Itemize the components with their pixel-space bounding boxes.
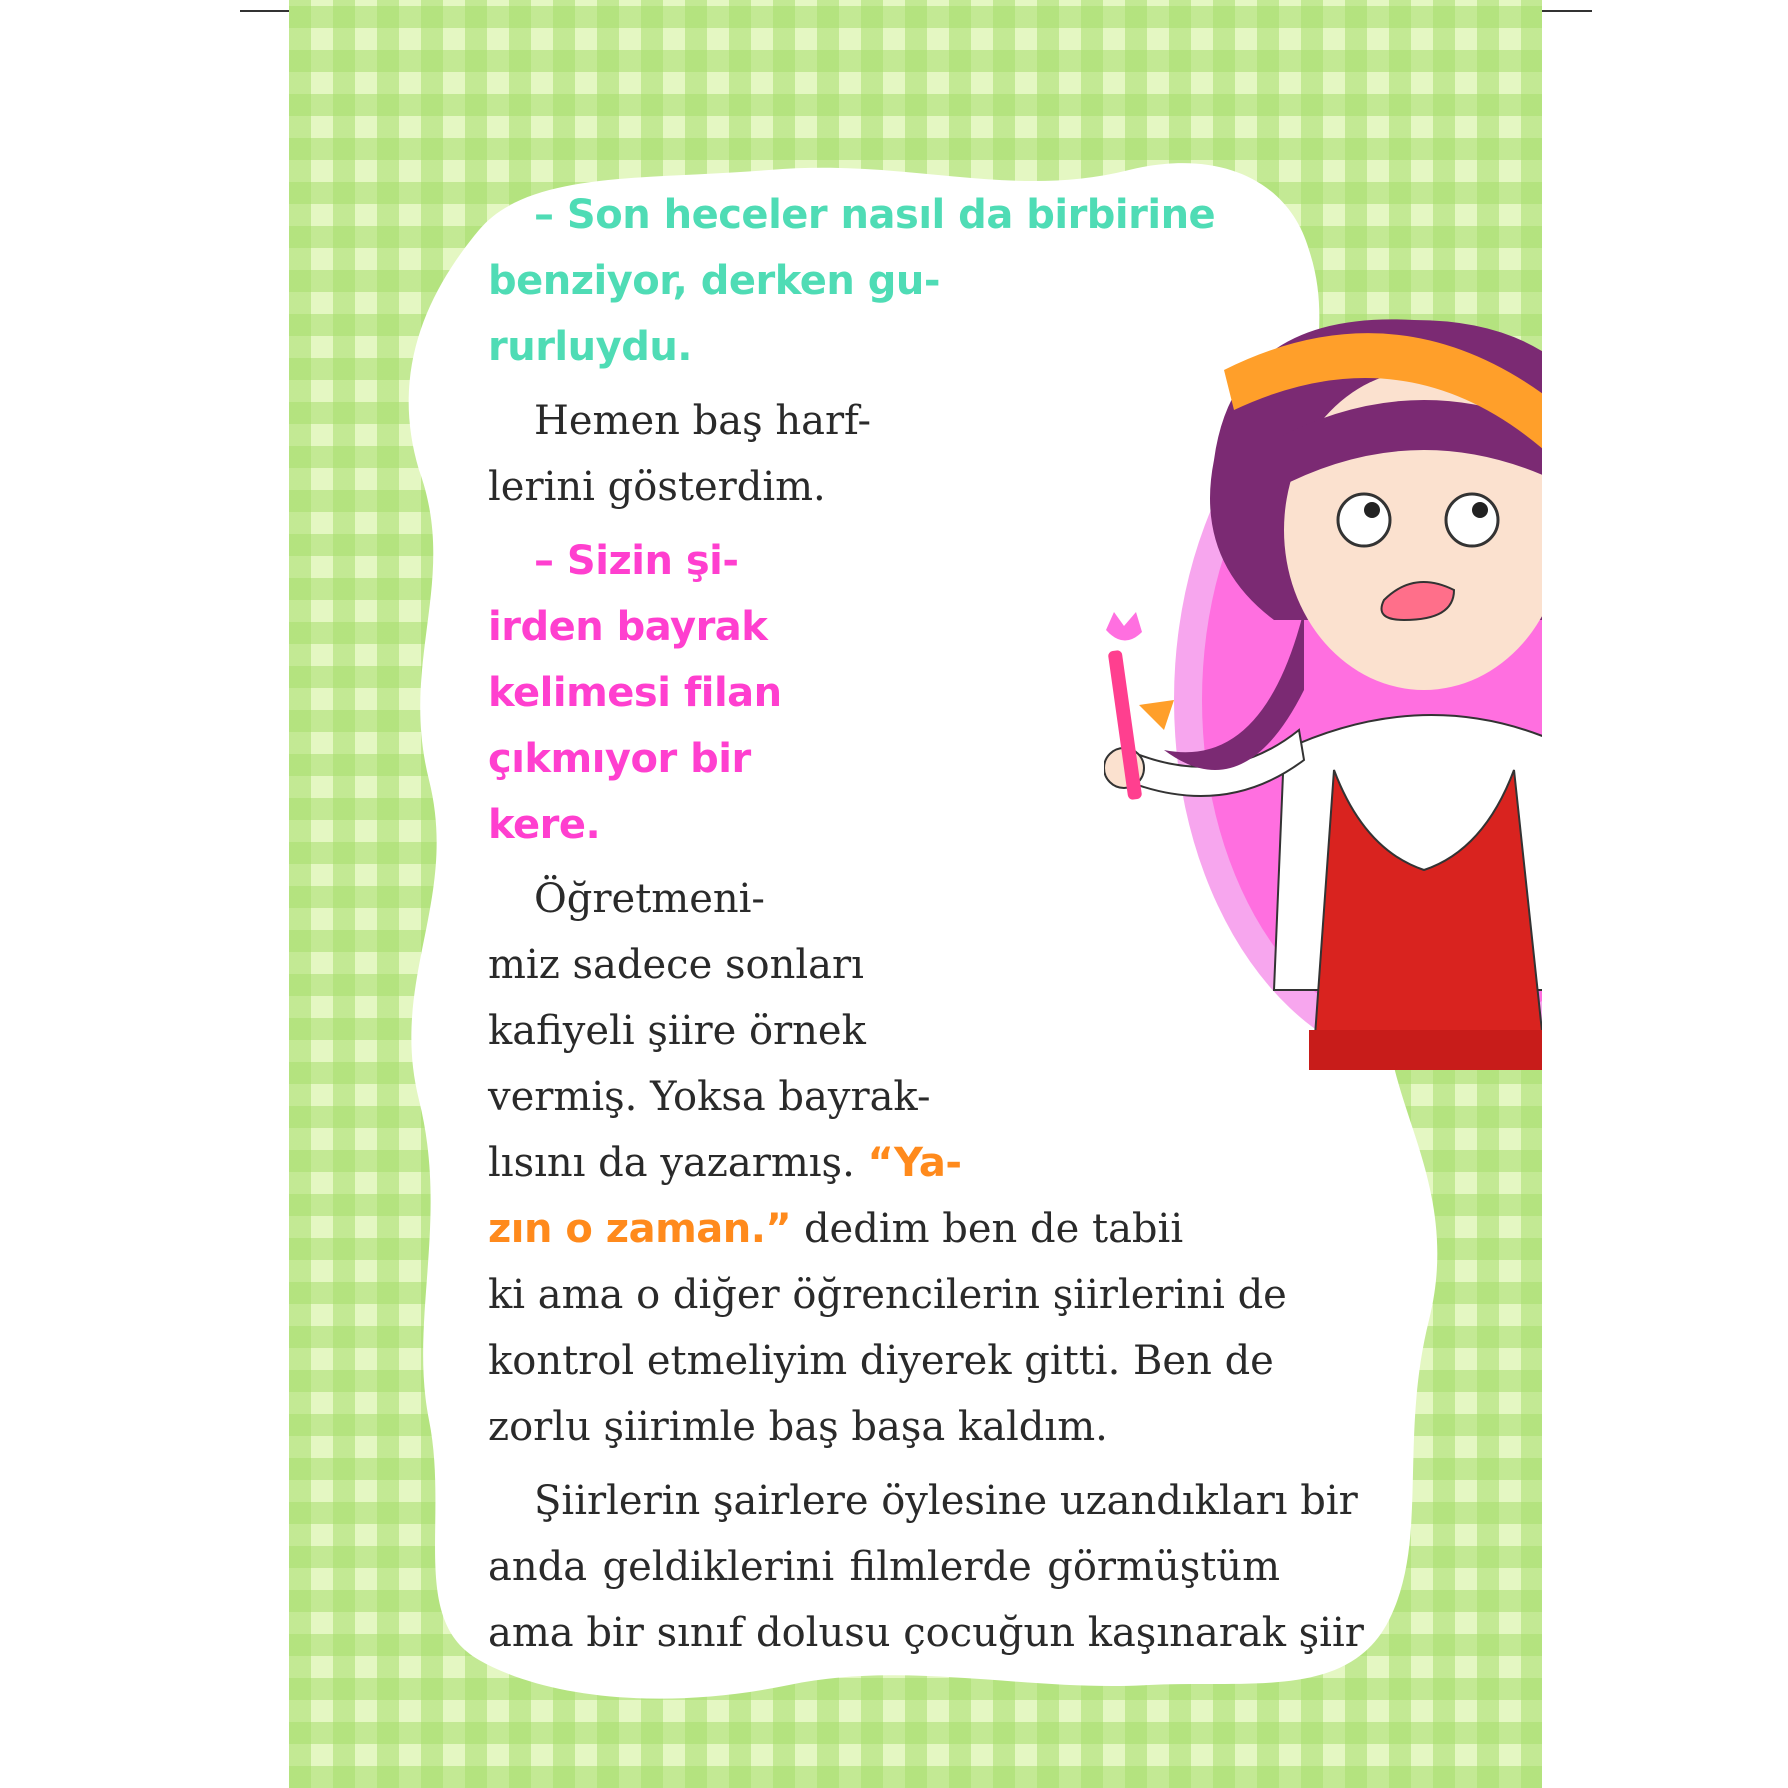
paragraph-line: Öğretmeni-	[534, 876, 765, 922]
crop-mark-right	[1542, 10, 1592, 12]
quote-text: zın o zaman.”	[488, 1206, 792, 1252]
speech-line: irden bayrak	[488, 604, 768, 650]
paragraph-line: miz sadece sonları	[488, 942, 864, 988]
speech-line: kelimesi filan	[488, 670, 782, 716]
book-page	[289, 0, 1542, 1788]
left-eye	[1338, 494, 1390, 546]
paragraph-line: vermiş. Yoksa bayrak-	[488, 1074, 931, 1120]
skirt-hem	[1309, 1030, 1542, 1070]
paragraph-line: zorlu şiirimle baş başa kaldım.	[488, 1404, 1108, 1450]
spacer	[488, 858, 1288, 866]
paragraph-text: dedim ben de tabii	[803, 1206, 1184, 1252]
paragraph-line: anda geldiklerini filmlerde görmüştüm	[488, 1544, 1280, 1590]
paragraph-text: lısını da yazarmış.	[488, 1140, 855, 1186]
paragraph-line: ki ama o diğer öğrencilerin şiirlerini de	[488, 1272, 1287, 1318]
speech-line: – Son heceler nasıl da birbirine	[534, 192, 1216, 238]
speech-line: rurluydu.	[488, 324, 692, 370]
right-eye	[1446, 494, 1498, 546]
speech-line: kere.	[488, 802, 601, 848]
crop-mark-left	[240, 10, 290, 12]
paragraph-line: lerini gösterdim.	[488, 464, 826, 510]
paragraph-line	[488, 1196, 1288, 1262]
speech-line: çıkmıyor bir	[488, 736, 751, 782]
spacer	[488, 380, 1288, 388]
paragraph-line	[488, 1130, 1288, 1196]
paragraph-line: ama bir sınıf dolusu çocuğun kaşınarak şiir	[488, 1610, 1364, 1656]
speech-line: benziyor, derken gu-	[488, 258, 941, 304]
spacer	[488, 1460, 1288, 1468]
paragraph-line: Hemen baş harf-	[534, 398, 871, 444]
paragraph-line: kafiyeli şiire örnek	[488, 1008, 866, 1054]
story-text	[488, 182, 1364, 1666]
paragraph-line: kontrol etmeliyim diyerek gitti. Ben de	[488, 1338, 1274, 1384]
speech-line: – Sizin şi-	[534, 538, 739, 584]
quote-text: “Ya-	[867, 1140, 962, 1186]
left-pupil	[1364, 502, 1380, 518]
right-pupil	[1472, 502, 1488, 518]
spacer	[488, 520, 1288, 528]
paragraph-line: Şiirlerin şairlere öylesine uzandıkları bir	[534, 1478, 1358, 1524]
